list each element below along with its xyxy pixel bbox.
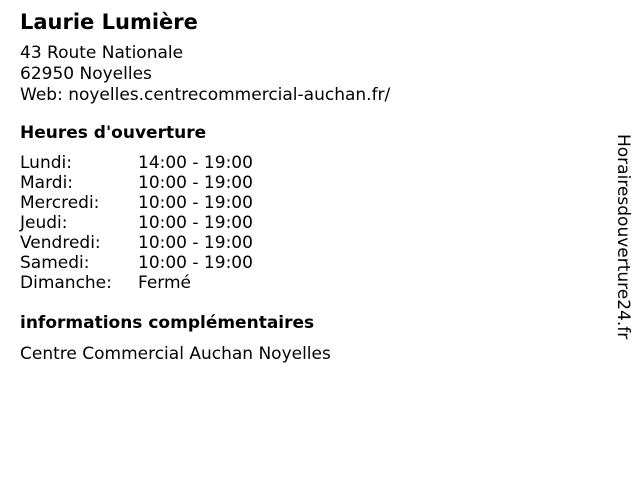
day-label: Lundi: [20,153,72,173]
hours-row-tuesday [20,173,253,193]
hours-value: 10:00 - 19:00 [138,213,253,233]
hours-row-sunday [20,273,253,293]
hours-value: 10:00 - 19:00 [138,173,253,193]
hours-value: 10:00 - 19:00 [138,233,253,253]
hours-value: Fermé [138,273,192,293]
hours-value: 10:00 - 19:00 [138,253,253,273]
day-label: Vendredi: [20,233,101,253]
hours-row-wednesday [20,193,253,213]
hours-value: 10:00 - 19:00 [138,193,253,213]
day-label: Mardi: [20,173,74,193]
watermark-text: Horairesdouverture24.fr [613,134,633,340]
hours-row-monday [20,153,253,173]
hours-value: 14:00 - 19:00 [138,153,253,173]
site-watermark [612,134,634,354]
store-name: Laurie Lumière [20,10,198,34]
address-city: 62950 Noyelles [20,64,152,84]
day-label: Samedi: [20,253,90,273]
website-link[interactable]: Web: noyelles.centrecommercial-auchan.fr/ [20,85,391,105]
opening-hours-table [20,153,253,293]
address-street: 43 Route Nationale [20,43,184,63]
hours-row-friday [20,233,253,253]
day-label: Jeudi: [20,213,68,233]
additional-info-text: Centre Commercial Auchan Noyelles [20,344,331,364]
opening-hours-heading: Heures d'ouverture [20,123,207,143]
store-address [20,43,390,106]
day-label: Mercredi: [20,193,100,213]
hours-row-saturday [20,253,253,273]
hours-row-thursday [20,213,253,233]
additional-info-heading: informations complémentaires [20,313,315,333]
day-label: Dimanche: [20,273,112,293]
